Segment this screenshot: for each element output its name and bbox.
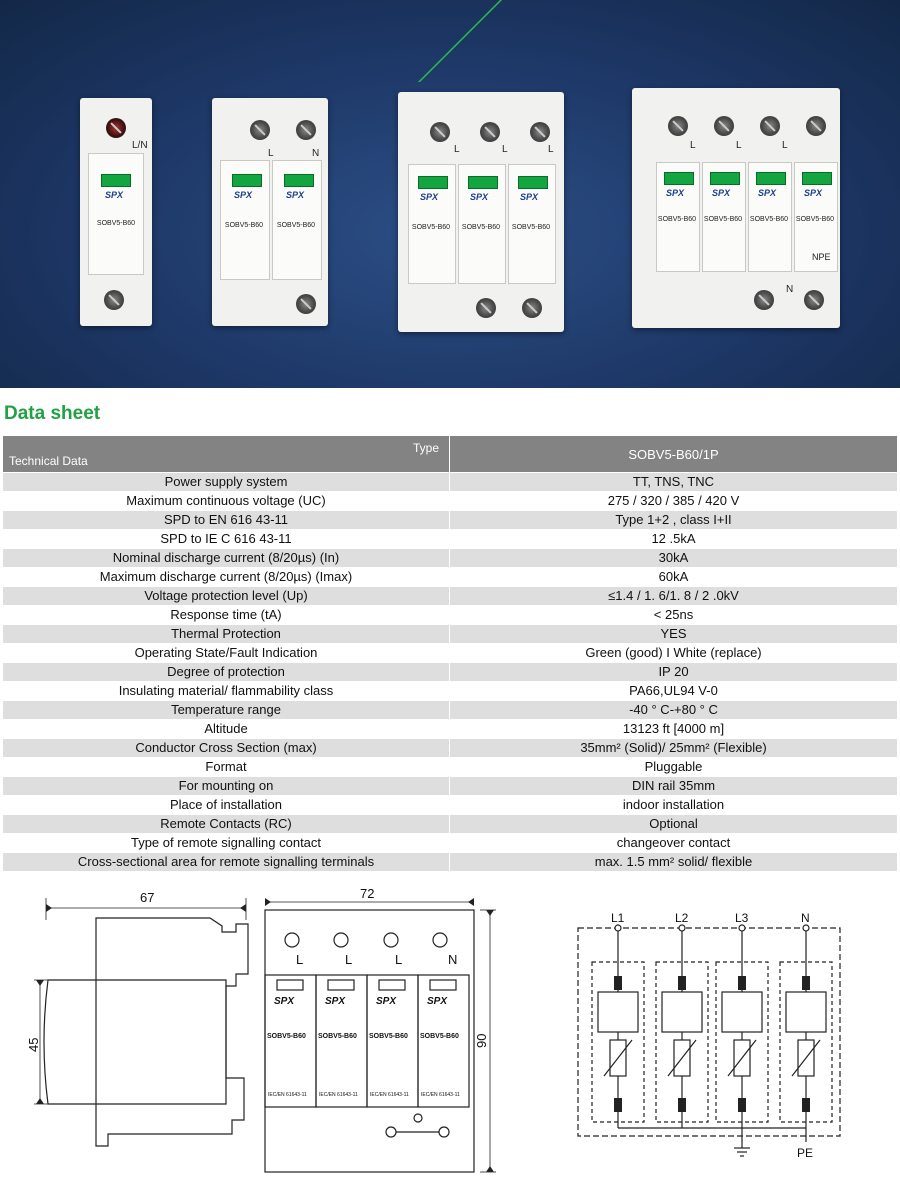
module-model: SOBV5-B60 (749, 216, 789, 223)
table-row (3, 758, 898, 777)
row-value: 60kA (450, 568, 898, 587)
row-label: Insulating material/ flammability class (3, 682, 450, 701)
module-model: SOBV5-B60 (795, 216, 835, 223)
datasheet-table (2, 435, 898, 872)
side-view-drawing (34, 898, 248, 1146)
table-row (3, 473, 898, 492)
brand-logo: SPX (804, 188, 823, 198)
device-2p (212, 98, 328, 326)
front-std: IEC/EN 61643-11 (421, 1092, 460, 1098)
row-label: Thermal Protection (3, 625, 450, 644)
front-brand: SPX (274, 996, 295, 1007)
module-model: SOBV5-B60 (657, 216, 697, 223)
row-label: Power supply system (3, 473, 450, 492)
header-type: Type (412, 441, 439, 455)
front-brand: SPX (325, 996, 346, 1007)
terminal-label: L/N (132, 140, 148, 151)
row-value: Optional (450, 815, 898, 834)
row-label: Place of installation (3, 796, 450, 815)
row-label: SPD to EN 616 43-11 (3, 511, 450, 530)
terminal-label: N (312, 148, 320, 159)
row-label: Format (3, 758, 450, 777)
row-value: Green (good) I White (replace) (450, 644, 898, 663)
brand-logo: SPX (286, 190, 305, 200)
front-terminal-label: L (345, 952, 353, 967)
device-4p (632, 88, 840, 328)
row-label: Operating State/Fault Indication (3, 644, 450, 663)
table-row (3, 663, 898, 682)
row-label: SPD to IE C 616 43-11 (3, 530, 450, 549)
table-row (3, 701, 898, 720)
datasheet-body (3, 473, 898, 872)
row-value: DIN rail 35mm (450, 777, 898, 796)
front-terminal-label: L (395, 952, 403, 967)
row-value: < 25ns (450, 606, 898, 625)
front-model: SOBV5-B60 (267, 1033, 306, 1040)
front-terminal-label: N (448, 952, 458, 967)
table-row (3, 511, 898, 530)
row-value: Pluggable (450, 758, 898, 777)
brand-logo: SPX (420, 192, 439, 202)
row-label: Degree of protection (3, 663, 450, 682)
table-row (3, 777, 898, 796)
circuit-line-label: L3 (735, 911, 749, 925)
table-row (3, 739, 898, 758)
device-1p (80, 98, 152, 326)
technical-drawings (0, 880, 900, 1181)
brand-logo: SPX (758, 188, 777, 198)
row-label: Temperature range (3, 701, 450, 720)
brand-logo: SPX (666, 188, 685, 198)
table-row (3, 720, 898, 739)
terminal-label: L (502, 144, 508, 155)
row-value: 13123 ft [4000 m] (450, 720, 898, 739)
circuit-line-label: N (801, 911, 810, 925)
row-label: Voltage protection level (Up) (3, 587, 450, 606)
module-model: SOBV5-B60 (224, 222, 264, 229)
row-label: Conductor Cross Section (max) (3, 739, 450, 758)
row-label: Type of remote signalling contact (3, 834, 450, 853)
product-photo-banner (0, 0, 900, 388)
circuit-pe-label: PE (797, 1146, 814, 1160)
module-model: SOBV5-B60 (511, 224, 551, 231)
terminal-label: L (454, 144, 460, 155)
row-label: Altitude (3, 720, 450, 739)
front-model: SOBV5-B60 (318, 1033, 357, 1040)
row-label: Response time (tA) (3, 606, 450, 625)
front-brand: SPX (427, 996, 448, 1007)
front-std: IEC/EN 61643-11 (268, 1092, 307, 1098)
row-value: TT, TNS, TNC (450, 473, 898, 492)
row-value: 275 / 320 / 385 / 420 V (450, 492, 898, 511)
terminal-label: L (736, 140, 742, 151)
device-3p (398, 92, 564, 332)
terminal-label: L (548, 144, 554, 155)
brand-logo: SPX (712, 188, 731, 198)
table-row (3, 644, 898, 663)
front-model: SOBV5-B60 (369, 1033, 408, 1040)
table-row (3, 568, 898, 587)
brand-logo: SPX (470, 192, 489, 202)
row-value: ≤1.4 / 1. 6/1. 8 / 2 .0kV (450, 587, 898, 606)
row-label: Remote Contacts (RC) (3, 815, 450, 834)
front-terminal-label: L (296, 952, 304, 967)
table-row (3, 834, 898, 853)
table-row (3, 549, 898, 568)
side-height-dim: 45 (26, 1037, 41, 1052)
terminal-label: NPE (812, 252, 831, 262)
row-label: Nominal discharge current (8/20µs) (In) (3, 549, 450, 568)
row-value: indoor installation (450, 796, 898, 815)
front-std: IEC/EN 61643-11 (370, 1092, 409, 1098)
terminal-label: N (786, 284, 794, 295)
row-label: For mounting on (3, 777, 450, 796)
brand-logo: SPX (234, 190, 253, 200)
module-model: SOBV5-B60 (703, 216, 743, 223)
table-row (3, 682, 898, 701)
row-value: Type 1+2 , class I+II (450, 511, 898, 530)
row-value: 30kA (450, 549, 898, 568)
front-std: IEC/EN 61643-11 (319, 1092, 358, 1098)
table-row (3, 606, 898, 625)
decor-line (418, 0, 502, 82)
module-model: SOBV5-B60 (411, 224, 451, 231)
terminal-label: L (268, 148, 274, 159)
row-label: Maximum discharge current (8/20µs) (Imax) (3, 568, 450, 587)
circuit-diagram (578, 925, 840, 1156)
row-label: Maximum continuous voltage (UC) (3, 492, 450, 511)
circuit-line-label: L1 (611, 911, 625, 925)
row-value: 35mm² (Solid)/ 25mm² (Flexible) (450, 739, 898, 758)
side-width-dim: 67 (140, 890, 155, 905)
header-technical-data: Technical Data (9, 454, 88, 468)
front-module-labels (267, 996, 460, 1098)
header-cell-technical (3, 436, 450, 473)
row-value: max. 1.5 mm² solid/ flexible (450, 853, 898, 872)
row-value: YES (450, 625, 898, 644)
module-model: SOBV5-B60 (96, 220, 136, 227)
terminal-label: L (782, 140, 788, 151)
drawings-svg (0, 880, 900, 1181)
brand-logo: SPX (520, 192, 539, 202)
brand-logo: SPX (105, 190, 124, 200)
row-value: 12 .5kA (450, 530, 898, 549)
terminal-label: L (690, 140, 696, 151)
row-value: -40 ° C-+80 ° C (450, 701, 898, 720)
module-model: SOBV5-B60 (276, 222, 316, 229)
row-value: PA66,UL94 V-0 (450, 682, 898, 701)
table-row (3, 853, 898, 872)
table-row (3, 796, 898, 815)
row-value: IP 20 (450, 663, 898, 682)
table-row (3, 530, 898, 549)
table-row (3, 815, 898, 834)
row-label: Cross-sectional area for remote signalling terminals (3, 853, 450, 872)
front-model: SOBV5-B60 (420, 1033, 459, 1040)
front-height-dim: 90 (474, 1033, 489, 1048)
front-width-dim: 72 (360, 886, 375, 901)
table-row (3, 625, 898, 644)
front-brand: SPX (376, 996, 397, 1007)
module-model: SOBV5-B60 (461, 224, 501, 231)
datasheet-title: Data sheet (4, 403, 101, 424)
circuit-line-label: L2 (675, 911, 689, 925)
header-model: SOBV5-B60/1P (450, 436, 898, 473)
row-value: changeover contact (450, 834, 898, 853)
table-row (3, 587, 898, 606)
table-row (3, 492, 898, 511)
